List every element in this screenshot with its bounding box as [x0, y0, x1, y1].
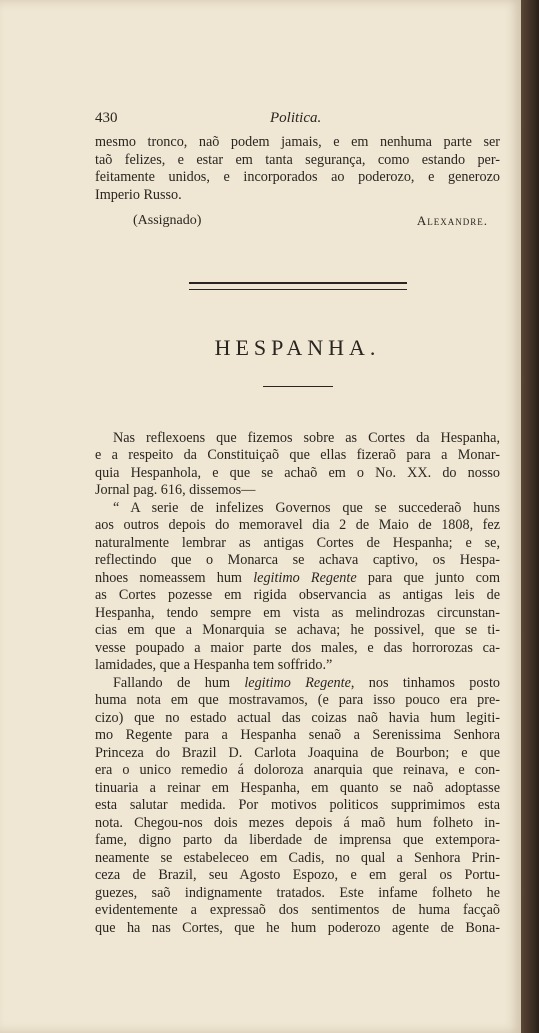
text-line: ceza de Brazil, seu Agosto Espozo, e em geral os Portu-: [95, 867, 500, 883]
text-line: [95, 570, 500, 588]
text-fragment: para que junto com: [356, 569, 500, 586]
text-line: “ A serie de infelizes Governos que se succederaõ huns: [113, 499, 500, 516]
text-line: as Cortes pozesse em rigida observancia as antigas leis de: [95, 587, 500, 603]
text-line: huma nota em que mostravamos, (e para isso pouco era pre-: [95, 692, 500, 708]
text-line: Nas reflexoens que fizemos sobre as Cortes da Hespanha,: [113, 429, 500, 446]
text-line: lamidades, que a Hespanha tem soffrido.”: [95, 657, 333, 673]
text-line: cizo) que no estado actual das coizas naõ havia hum legiti-: [95, 709, 500, 726]
text-line: cias em que a Monarquia se achava; he possivel, que se ti-: [95, 622, 500, 638]
book-spine: [521, 0, 539, 1033]
running-title: Politica.: [270, 110, 322, 126]
text-line: neamente se estabeleceo em Cadis, no qual a Senhora Prin-: [95, 849, 500, 866]
text-line: evidentemente a expressaõ dos sentimentos de huma facçaõ: [95, 902, 500, 918]
signature-label: (Assignado): [133, 213, 202, 228]
running-head: [95, 110, 500, 134]
text-line: que ha nas Cortes, que he hum poderozo agente de Bona-: [95, 919, 500, 936]
text-line: guezes, saõ indignamente tratados. Este infame folheto he: [95, 884, 500, 901]
text-line: taõ felizes, e estar em tanta segurança, como estando per-: [95, 151, 500, 168]
short-rule: [263, 386, 333, 387]
text-line: Hespanha, tendo sempre em vista as melindrozas circunstan-: [95, 604, 500, 621]
text-fragment: , nos tinhamos posto: [350, 674, 500, 691]
text-line: feitamente unidos, e incorporados ao poderozo, e generozo: [95, 169, 500, 185]
top-paragraph: [95, 134, 500, 204]
text-line: aos outros depois do memoravel dia 2 de Maio de 1808, fez: [95, 517, 500, 533]
text-line: tinuaria a reinar em Hespanha, em quanto se naõ adoptasse: [95, 779, 500, 796]
text-line: Princeza do Brazil D. Carlota Joaquina de Bourbon; e que: [95, 744, 500, 761]
italic-phrase: legitimo Regente: [244, 674, 351, 691]
signature-name: Alexandre.: [416, 213, 488, 228]
text-line: mo Regente para a Hespanha senaõ a Serenissima Senhora: [95, 727, 500, 743]
signature: [133, 212, 488, 230]
section-title: HESPANHA.: [214, 334, 381, 360]
text-block: [95, 110, 500, 937]
double-rule: [189, 282, 407, 290]
text-line: nota. Chegou-nos dois mezes depois á maõ hum folheto in-: [95, 814, 500, 831]
text-fragment: Fallando de hum: [113, 674, 245, 691]
text-line: mesmo tronco, naõ podem jamais, e em nenhuma parte ser: [95, 134, 500, 150]
text-line: e a respeito da Constituiçaõ que ellas fizeraõ para a Monar-: [95, 447, 500, 463]
text-line: Imperio Russo.: [95, 186, 182, 203]
text-line: vesse poupado a maior parte dos males, e das horrorozas ca-: [95, 639, 500, 656]
italic-phrase: legitimo Regente: [253, 569, 357, 586]
page-number: 430: [95, 110, 118, 126]
text-fragment: nhoes nomeassem hum: [95, 569, 254, 586]
text-line: era o unico remedio á doloroza anarquia que reinava, e con-: [95, 762, 500, 778]
text-line: Jornal pag. 616, dissemos—: [95, 482, 256, 498]
text-line: fame, digno parto da liberdade de imprensa que extempora-: [95, 832, 500, 848]
text-line: esta salutar medida. Por motivos politicos supprimimos esta: [95, 797, 500, 813]
text-line: quia Hespanhola, e que se achaõ em o No. XX. do nosso: [95, 464, 500, 481]
text-line: [95, 675, 500, 693]
body-text: [95, 430, 500, 938]
text-line: naturalmente lembrar as antigas Cortes de Hespanha; e se,: [95, 534, 500, 551]
text-line: reflectindo que o Monarca se achava captivo, os Hespa-: [95, 552, 500, 568]
